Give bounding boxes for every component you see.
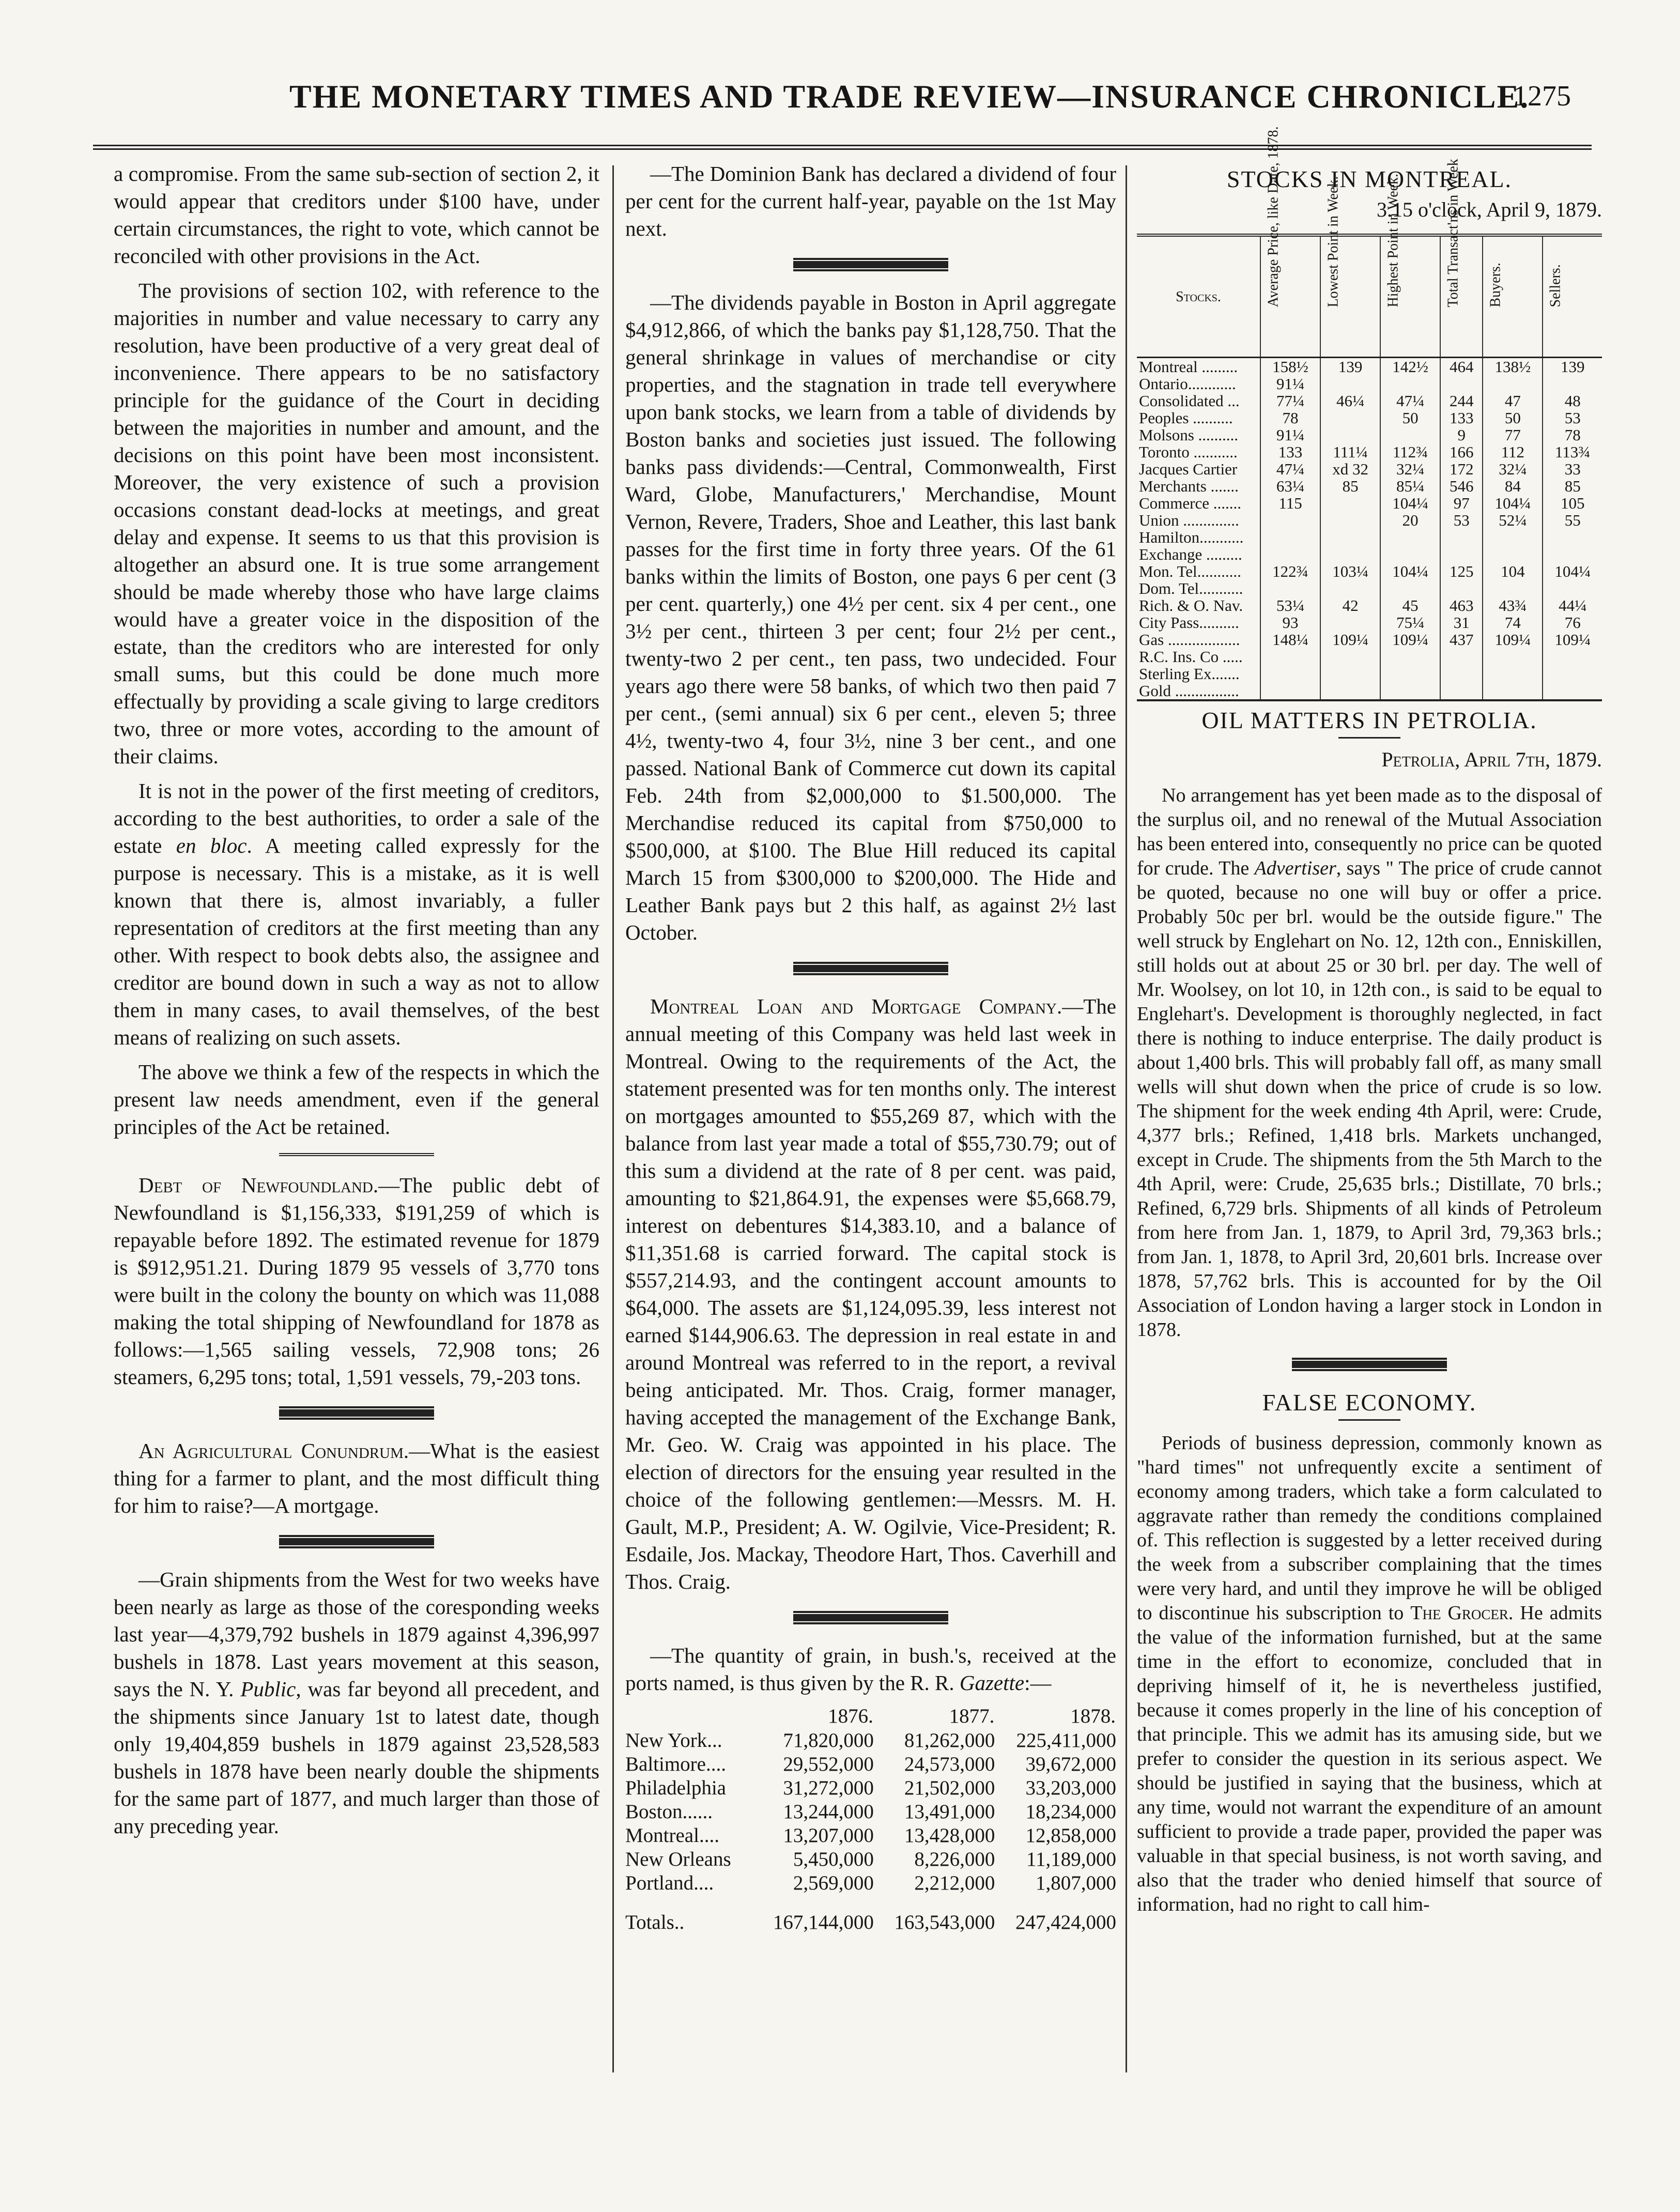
stock-value: 85¼ <box>1380 478 1440 495</box>
stock-value: 76 <box>1543 614 1602 631</box>
article-false-economy: Periods of business depression, commonly known as "hard times" not unfrequently excite a sentiment of economy among traders, which take a form calculated to aggravate rather than remedy the conditions complained of. This reflection is suggested by a letter received during the week from a subscriber complaining that the times were very hard, and until they improve he will be obliged to discontinue his subscription to The Grocer. He admits the value of the information furnished, but at the same time in the effort to economize, concluded that in depriving himself of it, he is nevertheless justified, because it comes properly in the line of his conception of that principle. This we admit has its amusing side, but we prefer to consider the question in its serious aspect. We should be justified in saying that the business, which at any time, would not warrant the expenditure of an amount sufficient to provide a trade paper, provided the paper was valuable in that special business, is not worth saving, and also that the trader who denied himself that source of information, had no right to call him- <box>1137 1432 1602 1915</box>
stock-value: 46¼ <box>1320 392 1380 409</box>
grain-value: 81,262,000 <box>904 1729 995 1752</box>
stocks-row <box>1137 648 1602 665</box>
stock-value <box>1320 648 1380 665</box>
stock-value <box>1483 546 1543 563</box>
stocks-row <box>1137 375 1602 392</box>
stock-name: Ontario............ <box>1139 375 1236 393</box>
stock-value: xd 32 <box>1320 460 1380 478</box>
article-grain-receipts: —The quantity of grain, in bush.'s, received at the ports named, is thus given by the R. R. Gazette:— <box>625 1643 1116 1695</box>
grain-row <box>625 1776 1116 1800</box>
stock-value: 138½ <box>1483 358 1543 376</box>
grain-value: 163,543,000 <box>894 1911 995 1933</box>
paragraph: It is not in the power of the first meeting of creditors, according to the best authorities, to order a sale of the estate en bloc. A meeting called expressly for the purpose is necessary. This is a mistake, as it is well known that there is, almost invariably, a fuller representation of creditors at the first meeting than any other. With respect to book debts also, the assignee and creditor are bound down in such a way as not to allow them in many cases, to avail themselves, of the best means of realizing on such assets. <box>114 779 599 1049</box>
grain-port: Baltimore.... <box>625 1753 726 1775</box>
stock-value <box>1543 375 1602 392</box>
stock-value <box>1320 682 1380 700</box>
stock-value <box>1320 529 1380 546</box>
grain-value: 33,203,000 <box>1025 1777 1116 1799</box>
grain-port: Totals.. <box>625 1911 685 1933</box>
stock-value: 75¼ <box>1380 614 1440 631</box>
stock-value <box>1320 409 1380 426</box>
stock-value: 112 <box>1483 443 1543 460</box>
stock-name: Dom. Tel........... <box>1139 579 1243 597</box>
stocks-row <box>1137 546 1602 563</box>
grain-value: 13,491,000 <box>904 1801 995 1823</box>
stock-value: 109¼ <box>1543 631 1602 648</box>
stock-value: 104¼ <box>1543 563 1602 580</box>
stocks-row <box>1137 597 1602 614</box>
stock-value: 85 <box>1543 478 1602 495</box>
stocks-row <box>1137 495 1602 512</box>
paragraph: The above we think a few of the respects in which the present law needs amendment, even if the general principles of the Act be retained. <box>114 1060 599 1139</box>
stocks-row <box>1137 409 1602 426</box>
stock-name: Exchange ......... <box>1139 545 1242 563</box>
stock-value <box>1320 512 1380 529</box>
stock-value: 104¼ <box>1483 495 1543 512</box>
stock-name: Rich. & O. Nav. <box>1139 596 1243 615</box>
stock-value <box>1320 614 1380 631</box>
stock-value <box>1380 580 1440 597</box>
stock-value: 53 <box>1543 409 1602 426</box>
grain-header-year: 1877. <box>949 1705 995 1727</box>
grain-value: 13,428,000 <box>904 1824 995 1847</box>
oil-title: OIL MATTERS IN PETROLIA. <box>1201 707 1537 733</box>
stock-value <box>1380 426 1440 443</box>
stocks-row <box>1137 443 1602 460</box>
stocks-row <box>1137 460 1602 478</box>
article-debt-newfoundland: Debt of Newfoundland.—The public debt of Newfoundland is $1,156,333, $191,259 of which is repayable before 1892. The estimated revenue for 1879 is $912,951.21. During 1879 95 vessels of 3,770 tons were built in the colony the bounty on which was 11,088 making the total shipping of Newfoundland for 1878 as follows:—1,565 sailing vessels, 72,908 tons; 26 steamers, 6,295 tons; total, 1,591 vessels, 79,-203 tons. <box>114 1173 600 1389</box>
stock-value: 104¼ <box>1380 563 1440 580</box>
stocks-header: Lowest Point in Week. <box>1320 235 1380 358</box>
stock-value: 85 <box>1320 478 1380 495</box>
grain-value: 2,569,000 <box>793 1872 874 1894</box>
stock-name: Consolidated ... <box>1139 392 1240 410</box>
stock-value <box>1260 546 1320 563</box>
stocks-header-row <box>1137 235 1602 358</box>
stock-value: 91¼ <box>1260 426 1320 443</box>
stock-value <box>1260 529 1320 546</box>
grain-port: Portland.... <box>625 1872 714 1894</box>
stock-value: 437 <box>1440 631 1483 648</box>
stock-value: 31 <box>1440 614 1483 631</box>
section-divider <box>1292 1358 1447 1371</box>
stock-value: 546 <box>1440 478 1483 495</box>
emphasis: Gazette <box>959 1671 1025 1695</box>
paragraph: The provisions of section 102, with reference to the majorities in number and value necessary to carry any resolution, have been productive of a very great deal of inconvenience. There appears to be no satisfactory principle for the guidance of the Court in deciding between the majorities in number and amount, and the decisions on this point have been most inconsistent. Moreover, the very existence of such a provision occasions constant dead-locks at meetings, and great delay and expense. It seems to us that this provision is altogether an absurd one. It is true some arrangement should be made whereby those who have large claims would have a greater voice in the disposition of the estate, than the creditors who are interested for only small sums, but this could be done much more effectually by providing a scale giving to large creditors two, three or more votes, according to the amount of their claims. <box>114 279 599 768</box>
grain-total-row <box>625 1895 1116 1934</box>
stocks-header: Buyers. <box>1483 235 1543 358</box>
stock-value <box>1483 375 1543 392</box>
stock-value: 63¼ <box>1260 478 1320 495</box>
stock-value <box>1260 648 1320 665</box>
stock-name: Merchants ....... <box>1139 477 1239 495</box>
stock-value: 109¼ <box>1483 631 1543 648</box>
stocks-row <box>1137 478 1602 495</box>
stock-value <box>1483 580 1543 597</box>
stock-value <box>1260 580 1320 597</box>
grain-header-row <box>625 1704 1116 1729</box>
grain-value: 8,226,000 <box>914 1848 995 1870</box>
grain-row <box>625 1871 1116 1895</box>
grain-header-year: 1878. <box>1070 1705 1116 1727</box>
grain-row <box>625 1824 1116 1848</box>
stock-value <box>1483 529 1543 546</box>
stock-name: Gold ................ <box>1139 682 1239 700</box>
grain-value: 13,244,000 <box>783 1801 874 1823</box>
stock-value: 172 <box>1440 460 1483 478</box>
stock-value: 47¼ <box>1380 392 1440 409</box>
stock-value <box>1483 665 1543 682</box>
stock-value <box>1260 682 1320 700</box>
stock-value: 42 <box>1320 597 1380 614</box>
stock-value <box>1543 529 1602 546</box>
stocks-header: Stocks. <box>1137 235 1260 358</box>
section-divider <box>279 1535 434 1548</box>
stocks-row <box>1137 358 1602 376</box>
stock-value: 122¾ <box>1260 563 1320 580</box>
stock-name: Toronto ........... <box>1139 443 1238 461</box>
stock-value: 77¼ <box>1260 392 1320 409</box>
grain-port: Montreal.... <box>625 1824 719 1847</box>
stock-value: 77 <box>1483 426 1543 443</box>
article-montreal-loan: Montreal Loan and Mortgage Company.—The annual meeting of this Company was held last week in Montreal. Owing to the requirements of the Act, the statement presented was for ten months only. The interest on mortgages amounted to $55,269 87, which with the balance from last year made a total of $55,730.79; out of this sum a dividend at the rate of 8 per cent. was paid, amounting to $21,864.91, the expenses were $5,668.79, interest on debentures $14,383.10, and a balance of $11,351.68 is carried forward. The capital stock is $557,214.93, and the contingent account amounts to $64,000. The assets are $1,124,095.39, less interest not earned $144,906.63. The depression in real estate in and around Montreal was referred to in the report, a revival being anticipated. Mr. Thos. Craig, former manager, having accepted the management of the Exchange Bank, Mr. Geo. W. Craig was appointed in his place. The election of directors for the ensuing year resulted in the choice of the following gentlemen:—Messrs. M. H. Gault, M.P., President; A. W. Ogilvie, Vice-President; R. Esdaile, Jos. Mackay, Theodore Hart, Thos. Caverhill and Thos. Craig. <box>625 994 1116 1593</box>
paragraph: a compromise. From the same sub-section of section 2, it would appear that creditors under $100 have, under certain circumstances, the right to vote, which cannot be reconciled with other provisions in the Act. <box>114 162 599 268</box>
stock-value: 133 <box>1440 409 1483 426</box>
stocks-header: Sellers. <box>1543 235 1602 358</box>
stocks-row <box>1137 665 1602 682</box>
stock-value: 78 <box>1543 426 1602 443</box>
stock-name: R.C. Ins. Co ..... <box>1139 648 1243 666</box>
stock-value: 50 <box>1483 409 1543 426</box>
stocks-row <box>1137 580 1602 597</box>
stock-value <box>1380 546 1440 563</box>
grain-value: 21,502,000 <box>904 1777 995 1799</box>
stock-value: 133 <box>1260 443 1320 460</box>
stock-value: 32¼ <box>1380 460 1440 478</box>
grain-value: 39,672,000 <box>1025 1753 1116 1775</box>
stock-value: 32¼ <box>1483 460 1543 478</box>
stocks-row <box>1137 512 1602 529</box>
stock-value: 20 <box>1380 512 1440 529</box>
masthead <box>93 72 1592 150</box>
grain-value: 18,234,000 <box>1025 1801 1116 1823</box>
stock-name: Peoples .......... <box>1139 409 1233 427</box>
stock-value: 109¼ <box>1320 631 1380 648</box>
stock-value <box>1320 495 1380 512</box>
stock-value: 53¼ <box>1260 597 1320 614</box>
grain-table <box>625 1704 1116 1934</box>
grain-value: 31,272,000 <box>783 1777 874 1799</box>
stock-value: 44¼ <box>1543 597 1602 614</box>
stocks-row <box>1137 392 1602 409</box>
stocks-row <box>1137 563 1602 580</box>
stock-value <box>1380 529 1440 546</box>
stock-value: 45 <box>1380 597 1440 614</box>
stock-value <box>1380 375 1440 392</box>
stock-value <box>1440 580 1483 597</box>
stock-value <box>1483 648 1543 665</box>
emphasis: en bloc <box>176 834 247 857</box>
stock-value <box>1440 546 1483 563</box>
stock-value <box>1380 665 1440 682</box>
grain-value: 24,573,000 <box>904 1753 995 1775</box>
article-boston-dividends: —The dividends payable in Boston in April aggregate $4,912,866, of which the banks pay $1,128,750. That the general shrinkage in values of merchandise or city properties, and the stagnation in trade tell everywhere upon bank stocks, we learn from a table of dividends by Boston banks and societies just issued. The following banks pass dividends:—Central, Commonwealth, First Ward, Globe, Manufacturers,' Merchandise, Mount Vernon, Revere, Traders, Shoe and Leather, this last bank passes for the first time in forty three years. Of the 61 banks within the limits of Boston, one pays 6 per cent (3 per cent. quarterly,) one 4½ per cent. six 4 per cent., one 3½ per cent., thirteen 3 per cent; four 2½ per cent., twenty-two 2 per cent., ten pass, two undecided. Four years ago there were 58 banks, of which two then paid 7 per cent., (semi annual) six 6 per cent., eleven 5; three 4½, twenty-two 4, four 3½, nine 3 ber cent., and one passed. National Bank of Commerce cut down its capital Feb. 24th from $2,000,000 to $1.500,000. The Merchandise reduced its capital from $750,000 to $500,000, at $100. The Blue Hill reduced its capital March 15 from $300,000 to $200,000. The Hide and Leather Bank pays but 2 this half, as against 2½ last October. <box>625 290 1116 944</box>
grain-value: 71,820,000 <box>783 1729 874 1752</box>
stock-value <box>1260 512 1320 529</box>
stock-value <box>1543 682 1602 700</box>
stock-value <box>1260 665 1320 682</box>
section-divider <box>279 1153 434 1156</box>
article-oil-matters: No arrangement has yet been made as to the disposal of the surplus oil, and no renewal of the Mutual Association has been entered into, consequently no price can be quoted for crude. The Advertiser, says " The price of crude cannot be quoted, because no one will buy or offer a price. Probably 50c per brl. would be the outside figure." The well struck by Englehart on No. 12, 12th con., Enniskillen, still holds out at about 25 or 30 brl. per day. The well of Mr. Woolsey, on lot 10, in 12th con., is said to be equal to Englehart's. Development is thoroughly neglected, in fact there is nothing to induce enterprise. The daily product is about 1,400 brls. This will probably fall off, as many small wells will shut down when the price of crude is so low. The shipment for the week ending 4th April, were: Crude, 4,377 brls.; Refined, 1,418 brls. Markets unchanged, except in Crude. The shipments from the 5th March to the 4th April, were: Crude, 25,635 brls.; Distillate, 70 brls.; Refined, 6,729 brls. Shipments of all kinds of Petroleum from here from Jan. 1, 1879, to April 3rd, 79,363 brls.; from Jan. 1, 1878, to April 3rd, 20,601 brls. Increase over 1878, 57,762 brls. This is accounted for by the Oil Association of London having a larger stock in London in 1878. <box>1137 785 1602 1341</box>
column-divider <box>612 165 614 2072</box>
stock-value: 139 <box>1543 358 1602 376</box>
emphasis: Advertiser <box>1254 857 1336 879</box>
stock-value: 52¼ <box>1483 512 1543 529</box>
stock-value <box>1320 546 1380 563</box>
grain-value: 5,450,000 <box>793 1848 874 1870</box>
grain-value: 1,807,000 <box>1036 1872 1116 1894</box>
stock-value: 464 <box>1440 358 1483 376</box>
stock-value: 113¾ <box>1543 443 1602 460</box>
stock-value: 93 <box>1260 614 1320 631</box>
stock-value: 111¼ <box>1320 443 1380 460</box>
grain-row <box>625 1800 1116 1824</box>
grain-port: New York... <box>625 1729 722 1752</box>
grain-row <box>625 1848 1116 1871</box>
stock-value <box>1380 682 1440 700</box>
grain-value: 2,212,000 <box>914 1872 995 1894</box>
stock-name: Mon. Tel........... <box>1139 562 1241 580</box>
false-economy-title: FALSE ECONOMY. <box>1262 1389 1477 1416</box>
column-2 <box>625 160 1116 1934</box>
grain-value: 13,207,000 <box>783 1824 874 1847</box>
column-1 <box>114 160 599 1847</box>
stock-value: 50 <box>1380 409 1440 426</box>
stocks-header: Highest Point in Week. <box>1380 235 1440 358</box>
stock-value: 125 <box>1440 563 1483 580</box>
stock-name: Gas .................. <box>1139 631 1240 649</box>
stock-value: 166 <box>1440 443 1483 460</box>
stock-value: 33 <box>1543 460 1602 478</box>
grain-value: 12,858,000 <box>1025 1824 1116 1847</box>
section-divider <box>793 1611 948 1624</box>
stock-name: Hamilton........... <box>1139 528 1244 546</box>
section-divider <box>279 1406 434 1420</box>
stock-value: 78 <box>1260 409 1320 426</box>
grain-row <box>625 1753 1116 1776</box>
stock-value: 105 <box>1543 495 1602 512</box>
grain-header-year: 1876. <box>828 1705 873 1727</box>
article-agricultural-conundrum: An Agricultural Conundrum.—What is the easiest thing for a farmer to plant, and the most difficult thing for him to raise?—A mortgage. <box>114 1439 599 1517</box>
stock-value: 148¼ <box>1260 631 1320 648</box>
page-number: 1275 <box>1513 80 1571 112</box>
publication-name: The Grocer <box>1410 1602 1508 1624</box>
grain-header-port <box>625 1704 752 1729</box>
stock-value: 43¾ <box>1483 597 1543 614</box>
article-heading: Debt of Newfoundland. <box>138 1173 379 1197</box>
stock-value <box>1440 375 1483 392</box>
stock-value <box>1440 682 1483 700</box>
stock-value: 104¼ <box>1380 495 1440 512</box>
article-grain-shipments: —Grain shipments from the West for two weeks have been nearly as large as those of the coresponding weeks last year—4,379,792 bushels in 1879 against 4,396,997 bushels in 1878. Last years movement at this season, says the N. Y. Public, was far beyond all precedent, and the shipments since January 1st to latest date, though only 19,404,859 bushels in 1879 against 23,528,583 bushels in 1878 have been nearly double the shipments for the same part of 1877, and much larger than those of any preceding year. <box>114 1568 599 1838</box>
stocks-row <box>1137 682 1602 700</box>
section-divider <box>793 258 948 271</box>
grain-value: 11,189,000 <box>1026 1848 1116 1870</box>
stock-value <box>1543 580 1602 597</box>
stock-value: 97 <box>1440 495 1483 512</box>
stock-name: City Pass.......... <box>1139 613 1239 632</box>
stock-value: 84 <box>1483 478 1543 495</box>
stock-value <box>1320 580 1380 597</box>
stock-value: 115 <box>1260 495 1320 512</box>
column-divider <box>1126 165 1127 2072</box>
stock-value <box>1543 665 1602 682</box>
column-3 <box>1137 126 1602 1924</box>
stock-name: Montreal ......... <box>1139 358 1238 376</box>
grain-value: 29,552,000 <box>783 1753 874 1775</box>
stock-value <box>1320 665 1380 682</box>
stock-value: 103¼ <box>1320 563 1380 580</box>
article-dominion-bank: —The Dominion Bank has declared a dividend of four per cent for the current half-year, payable on the 1st May next. <box>625 162 1116 240</box>
stocks-header: Total Transact'ns in Week <box>1440 235 1483 358</box>
grain-port: Boston...... <box>625 1801 713 1823</box>
stock-value: 47 <box>1483 392 1543 409</box>
stock-value: 109¼ <box>1380 631 1440 648</box>
stock-value: 112¾ <box>1380 443 1440 460</box>
stock-name: Commerce ....... <box>1139 494 1242 512</box>
stock-value <box>1320 426 1380 443</box>
article-heading: Montreal Loan and Mortgage Company. <box>650 994 1062 1018</box>
stock-value: 55 <box>1543 512 1602 529</box>
stock-name: Union .............. <box>1139 511 1239 529</box>
grain-row <box>625 1729 1116 1753</box>
grain-port: Philadelphia <box>625 1777 726 1799</box>
stock-name: Jacques Cartier <box>1139 460 1238 478</box>
stock-value: 463 <box>1440 597 1483 614</box>
stock-value: 104 <box>1483 563 1543 580</box>
section-divider <box>793 962 948 975</box>
stock-value <box>1543 648 1602 665</box>
stock-value: 244 <box>1440 392 1483 409</box>
stock-value: 48 <box>1543 392 1602 409</box>
stock-value <box>1440 648 1483 665</box>
stock-value: 9 <box>1440 426 1483 443</box>
stock-value: 139 <box>1320 358 1380 376</box>
stocks-title: STOCKS IN MONTREAL. <box>1226 166 1513 192</box>
stock-value: 142½ <box>1380 358 1440 376</box>
stock-value: 91¼ <box>1260 375 1320 392</box>
oil-dateline: Petrolia, April 7th, 1879. <box>1381 748 1602 771</box>
stock-value <box>1543 546 1602 563</box>
stock-value: 47¼ <box>1260 460 1320 478</box>
stock-value: 158½ <box>1260 358 1320 376</box>
stock-value <box>1483 682 1543 700</box>
stocks-row <box>1137 426 1602 443</box>
stock-value <box>1380 648 1440 665</box>
article-heading: An Agricultural Conundrum. <box>138 1439 409 1463</box>
stock-value <box>1440 665 1483 682</box>
stock-name: Sterling Ex....... <box>1139 665 1240 683</box>
emphasis: Public <box>240 1677 296 1701</box>
stocks-row <box>1137 614 1602 631</box>
stocks-row <box>1137 529 1602 546</box>
stocks-header: Average Price, like Date, 1878. <box>1260 235 1320 358</box>
stock-value: 74 <box>1483 614 1543 631</box>
stock-value <box>1320 375 1380 392</box>
grain-value: 225,411,000 <box>1016 1729 1116 1752</box>
stocks-time: 3.15 o'clock, April 9, 1879. <box>1376 198 1602 221</box>
grain-value: 247,424,000 <box>1015 1911 1116 1933</box>
stocks-row <box>1137 631 1602 648</box>
stock-name: Molsons .......... <box>1139 426 1239 444</box>
grain-value: 167,144,000 <box>773 1911 874 1933</box>
stock-value: 53 <box>1440 512 1483 529</box>
stock-value <box>1440 529 1483 546</box>
page-title: THE MONETARY TIMES AND TRADE REVIEW—INSURANCE CHRONICLE. <box>289 78 1530 115</box>
grain-port: New Orleans <box>625 1848 731 1870</box>
